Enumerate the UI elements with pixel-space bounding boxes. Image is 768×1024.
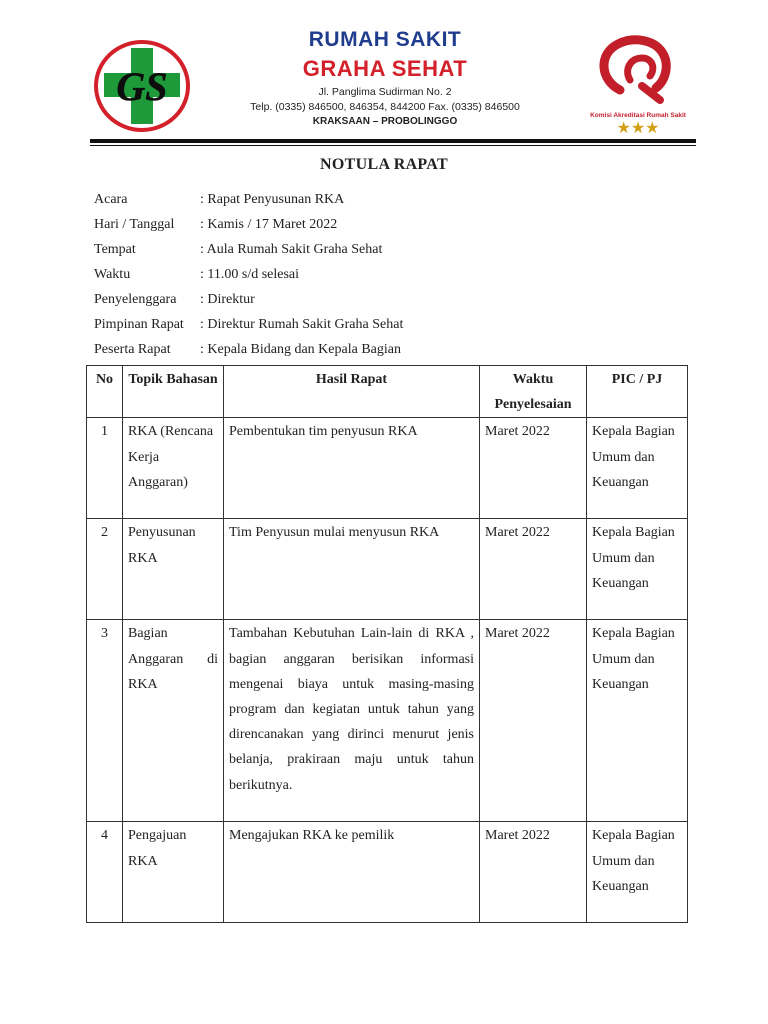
row-deadline: Maret 2022: [480, 620, 587, 822]
row-number: 2: [87, 519, 123, 620]
hospital-logo: [94, 40, 190, 132]
hospital-phone: Telp. (0335) 846500, 846354, 844200 Fax. (0335) 846500: [250, 101, 520, 113]
row-result: Tim Penyusun mulai menyusun RKA: [224, 519, 480, 620]
info-value: : Aula Rumah Sakit Graha Sehat: [200, 242, 383, 257]
row-deadline: Maret 2022: [480, 519, 587, 620]
info-value: : Direktur Rumah Sakit Graha Sehat: [200, 317, 404, 332]
row-topic: RKA (Rencana Kerja Anggaran): [123, 418, 224, 519]
info-value: : Rapat Penyusunan RKA: [200, 192, 345, 207]
info-value: : Direktur: [200, 292, 255, 307]
info-row-chair: [94, 315, 694, 340]
meeting-info: [94, 190, 694, 365]
info-value: : 11.00 s/d selesai: [200, 267, 300, 282]
row-result: Pembentukan tim penyusun RKA: [224, 418, 480, 519]
minutes-table: [86, 365, 688, 923]
column-header-pic: PIC / PJ: [587, 366, 688, 418]
header-divider-thick: [90, 139, 696, 143]
accreditation-label: Komisi Akreditasi Rumah Sakit: [590, 112, 686, 119]
row-number: 3: [87, 620, 123, 822]
column-header-topic: Topik Bahasan: [123, 366, 224, 418]
hospital-name: GRAHA SEHAT: [302, 56, 468, 81]
kars-emblem-icon: [590, 32, 686, 112]
row-deadline: Maret 2022: [480, 822, 587, 923]
document-title: NOTULA RAPAT: [320, 156, 448, 173]
row-result: Mengajukan RKA ke pemilik: [224, 822, 480, 923]
row-deadline: Maret 2022: [480, 418, 587, 519]
gs-logo-icon: [94, 40, 190, 132]
star-icons: ★★★: [616, 120, 660, 137]
row-topic: Penyusunan RKA: [123, 519, 224, 620]
row-pic: Kepala Bagian Umum dan Keuangan: [587, 519, 688, 620]
row-pic: Kepala Bagian Umum dan Keuangan: [587, 822, 688, 923]
info-row-organizer: [94, 290, 694, 315]
hospital-type: RUMAH SAKIT: [308, 28, 462, 51]
row-pic: Kepala Bagian Umum dan Keuangan: [587, 418, 688, 519]
table-row: [87, 822, 688, 923]
table-row: [87, 620, 688, 822]
info-label: Waktu: [94, 267, 131, 282]
info-row-date: [94, 215, 694, 240]
row-number: 4: [87, 822, 123, 923]
info-label: Pimpinan Rapat: [94, 317, 184, 332]
hospital-city: KRAKSAAN – PROBOLINGGO: [312, 116, 458, 127]
column-header-deadline: Waktu Penyelesaian: [480, 366, 587, 418]
info-label: Acara: [94, 192, 128, 207]
column-header-no: No: [87, 366, 123, 418]
header-divider-thin: [90, 145, 696, 146]
info-label: Hari / Tanggal: [94, 217, 175, 232]
info-label: Tempat: [94, 242, 136, 257]
table-header-row: [87, 366, 688, 418]
row-topic: Bagian Anggaran di RKA: [123, 620, 224, 822]
accreditation-logo: [590, 32, 686, 136]
column-header-result: Hasil Rapat: [224, 366, 480, 418]
info-row-participants: [94, 340, 694, 365]
accreditation-stars: [590, 120, 686, 138]
info-row-acara: [94, 190, 694, 215]
row-topic: Pengajuan RKA: [123, 822, 224, 923]
row-number: 1: [87, 418, 123, 519]
info-label: Penyelenggara: [94, 292, 177, 307]
info-value: : Kamis / 17 Maret 2022: [200, 217, 338, 232]
hospital-address: Jl. Panglima Sudirman No. 2: [318, 86, 452, 98]
logo-left-text: GS: [116, 64, 168, 109]
info-value: : Kepala Bidang dan Kepala Bagian: [200, 342, 401, 357]
info-label: Peserta Rapat: [94, 342, 171, 357]
info-row-place: [94, 240, 694, 265]
row-result: Tambahan Kebutuhan Lain-lain di RKA , bagian anggaran berisikan informasi mengenai biaya untuk masing-masing program dan kegiatan untuk tahun yang direncanakan yang dirinci menurut jenis belanja, prakiraan maju untuk tahun berikutnya.: [224, 620, 480, 822]
table-row: [87, 519, 688, 620]
table-row: [87, 418, 688, 519]
info-row-time: [94, 265, 694, 290]
row-pic: Kepala Bagian Umum dan Keuangan: [587, 620, 688, 822]
